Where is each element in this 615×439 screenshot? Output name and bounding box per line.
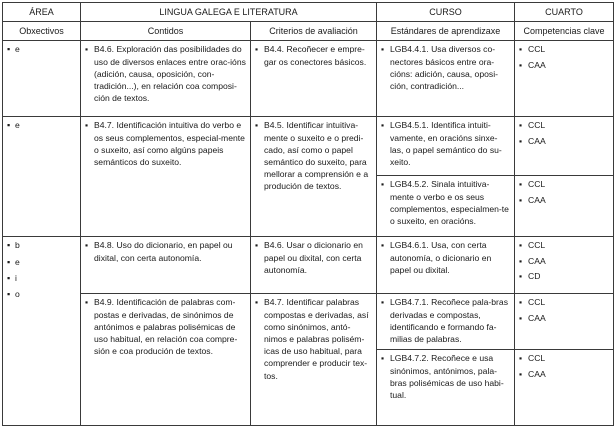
header-course: CURSO [377,3,515,22]
criterion-text: B4.7. Identificar palabras compostas e derivadas, así como sinónimos, antó-nimos e palabras polisém-icas de uso habitual, para comprender e producir tex-tos. [264,297,369,381]
content-text: B4.6. Exploración das posibilidades do uso de diversos enlaces entre orac-ións (adición, causa, oposición, con-tradición...), en relación coa composi-ción de textos. [94,44,246,104]
objective-item: ▪ e [7,256,20,267]
curriculum-table [2,2,614,426]
standard-cell: ▪ LGB4.6.1. Usa, con certa autonomía, o dicionario en papel ou dixital. [377,237,515,294]
standard-text: LGB4.5.2. Sinala intuitiva-mente o verbo e os seus complementos, especialmen-te o suxeito, en oracións. [390,179,509,227]
competences-cell: ▪ CCL ▪ CAA [515,294,614,350]
table-row [3,294,614,350]
subheader-standards: Estándares de aprendizaxe [377,22,515,41]
objective-item: ▪ i [7,272,17,283]
content-cell: ▪ B4.7. Identificación intuitiva do verbo e os seus complementos, especial-mente o suxeito, así como algúns papeis semánticos do suxeito. [81,117,251,237]
competence-code: CAA [528,194,546,205]
criterion-text: B4.4. Recoñecer e empre-gar os conectores básicos. [264,44,367,67]
objectives-cell [3,237,81,426]
competences-cell: ▪ CCL ▪ CAA [515,41,614,117]
competence-code: CAA [528,255,546,266]
competence-code: CAA [528,135,546,146]
criterion-cell: ▪ B4.5. Identificar intuitiva-mente o suxeito e o predi-cado, así como o papel semántico do suxeito, para mellorar a comprensión e a produción de textos. [251,117,377,237]
table-row [3,41,614,117]
competences-cell: ▪ CCL ▪ CAA ▪ CD [515,237,614,294]
content-cell: ▪ B4.6. Exploración das posibilidades do uso de diversos enlaces entre orac-ións (adición, causa, oposición, con-tradición...), en relación coa composi-ción de textos. [81,41,251,117]
competence-code: CD [528,270,541,281]
competence-code: CCL [528,179,546,190]
content-text: B4.8. Uso do dicionario, en papel ou dixital, con certa autonomía. [94,240,233,263]
subheader-contents: Contidos [81,22,251,41]
competences-cell: ▪ CCL ▪ CAA [515,117,614,176]
criterion-cell: ▪ B4.4. Recoñecer e empre-gar os conectores básicos. [251,41,377,117]
criterion-cell: ▪ B4.6. Usar o dicionario en papel ou dixital, con certa autonomía. [251,237,377,294]
competence-code: CAA [528,312,546,323]
subheader-objectives: Obxectivos [3,22,81,41]
content-text: B4.9. Identificación de palabras com-postas e derivadas, de sinónimos de antónimos e palabras polisémicas de uso habitual, en relación coa compre-sión e coa produción de textos. [94,297,238,357]
content-cell: ▪ B4.9. Identificación de palabras com-postas e derivadas, de sinónimos de antónimos e palabras polisémicas de uso habitual, en relación coa compre-sión e coa produción de textos. [81,294,251,426]
standard-text: LGB4.7.1. Recoñece pala-bras derivadas e compostas, identificando e formando fa-milias de palabras. [390,297,508,345]
standard-cell: ▪ LGB4.5.1. Identifica intuiti-vamente, en oracións sinxe-las, o papel semántico do su-xeito. [377,117,515,176]
competence-code: CCL [528,240,546,251]
objective-item: ▪ e [7,120,20,131]
competence-code: CCL [528,44,546,55]
header-year: CUARTO [515,3,614,22]
objective-item: ▪ o [7,289,20,300]
header-subject: LINGUA GALEGA E LITERATURA [81,3,377,22]
criterion-cell: ▪ B4.7. Identificar palabras compostas e derivadas, así como sinónimos, antó-nimos e palabras polisém-icas de uso habitual, para comprender e producir tex-tos. [251,294,377,426]
objectives-cell [3,41,81,117]
header-area: ÁREA [3,3,81,22]
criterion-text: B4.5. Identificar intuitiva-mente o suxeito e o predi-cado, así como o papel semántico do suxeito, para mellorar a comprensión e a produción de textos. [264,120,369,192]
competences-cell: ▪ CCL ▪ CAA [515,176,614,237]
header-row [3,3,614,22]
subheader-row [3,22,614,41]
objective-item: ▪ b [7,240,20,251]
objectives-cell [3,117,81,237]
standard-cell: ▪ LGB4.5.2. Sinala intuitiva-mente o verbo e os seus complementos, especialmen-te o suxeito, en oracións. [377,176,515,237]
standard-text: LGB4.6.1. Usa, con certa autonomía, o dicionario en papel ou dixital. [390,240,492,275]
competence-code: CAA [528,59,546,70]
competence-code: CCL [528,353,546,364]
table-row [3,117,614,176]
subheader-criteria: Criterios de avaliación [251,22,377,41]
standard-text: LGB4.4.1. Usa diversos co-nectores básicos entre ora-cións: adición, causa, oposi-ción, contradición... [390,44,498,92]
table-row [3,237,614,294]
content-text: B4.7. Identificación intuitiva do verbo e os seus complementos, especial-mente o suxeito, así como algúns papeis semánticos do suxeito. [94,120,245,168]
standard-text: LGB4.7.2. Recoñece e usa sinónimos, antónimos, pala-bras polisémicas de uso habi-tual. [390,353,504,401]
criterion-text: B4.6. Usar o dicionario en papel ou dixital, con certa autonomía. [264,240,363,275]
competences-cell: ▪ CCL ▪ CAA [515,350,614,426]
standard-cell: ▪ LGB4.7.1. Recoñece pala-bras derivadas e compostas, identificando e formando fa-milias de palabras. [377,294,515,350]
standard-cell: ▪ LGB4.7.2. Recoñece e usa sinónimos, antónimos, pala-bras polisémicas de uso habi-tual. [377,350,515,426]
content-cell: ▪ B4.8. Uso do dicionario, en papel ou dixital, con certa autonomía. [81,237,251,294]
competence-code: CCL [528,120,546,131]
objective-item: ▪ e [7,44,20,55]
competence-code: CCL [528,297,546,308]
standard-text: LGB4.5.1. Identifica intuiti-vamente, en oracións sinxe-las, o papel semántico do su-xeito. [390,120,502,168]
standard-cell: ▪ LGB4.4.1. Usa diversos co-nectores básicos entre ora-cións: adición, causa, oposi-ción, contradición... [377,41,515,117]
subheader-competences: Competencias clave [515,22,614,41]
competence-code: CAA [528,368,546,379]
